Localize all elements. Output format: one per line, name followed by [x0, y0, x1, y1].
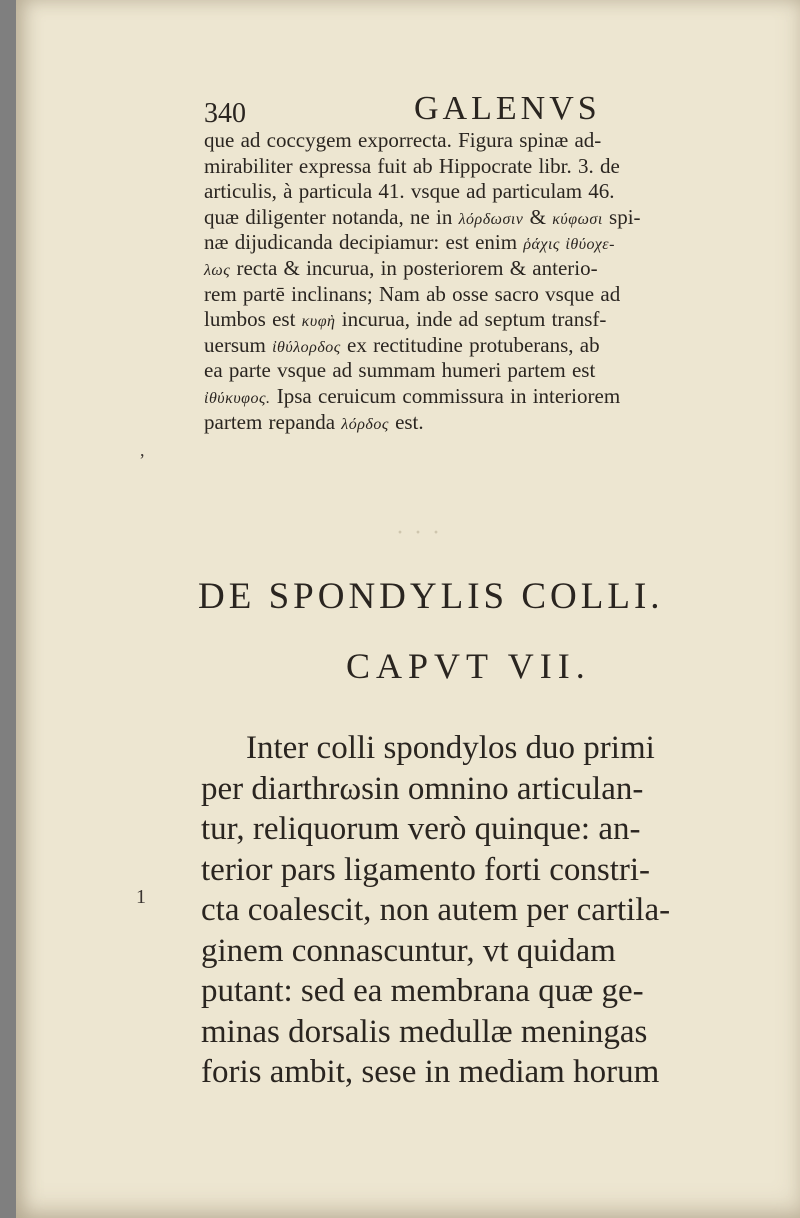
text-segment: quæ diligenter notanda, ne in [204, 204, 459, 229]
chapter-heading: DE SPONDYLIS COLLI. [198, 576, 664, 617]
greek-term: λόρδος [341, 415, 389, 433]
text-segment: mirabiliter expressa fuit ab Hippocrate libr. 3. de [204, 153, 620, 178]
show-through-text: · · · [396, 520, 442, 546]
greek-term: κύφωσι [552, 210, 603, 228]
greek-term: ῥάχις ἰθύοχε- [523, 236, 615, 254]
text-segment: incurua, inde ad septum transf- [335, 307, 607, 332]
text-line: Inter colli spondylos duo primi [246, 730, 655, 766]
text-line: putant: sed ea membrana quæ ge- [201, 973, 644, 1009]
paragraph-neck-vertebrae [186, 728, 786, 1093]
greek-term: ἰθύλορδος [272, 338, 341, 356]
greek-term: ἰθύκυφος. [204, 389, 271, 407]
text-line: terior pars ligamento forti constri- [201, 851, 651, 888]
text-line [204, 205, 786, 231]
text-segment: lumbos est [204, 307, 302, 332]
text-block [186, 90, 786, 435]
text-segment: que ad coccygem exporrecta. Figura spinæ ad- [204, 128, 602, 152]
text-line [204, 410, 786, 436]
greek-term: λως [204, 261, 231, 279]
text-segment: ea parte vsque ad summam humeri partem est [204, 358, 596, 383]
text-line [204, 384, 786, 410]
text-segment: næ dijudicanda decipiamur: est enim [204, 230, 524, 255]
text-line: ginem connascuntur, vt quidam [201, 932, 616, 969]
text-segment: uersum [204, 332, 273, 357]
text-segment: ex rectitudine protuberans, ab [340, 332, 600, 357]
text-line [204, 333, 786, 359]
running-head: GALENVS [414, 90, 601, 127]
text-line: foris ambit, sese in mediam horum [201, 1054, 660, 1090]
paragraph-anatomy-spine [186, 128, 786, 435]
text-line [204, 358, 786, 384]
greek-term: κυφὴ [301, 313, 336, 331]
page-number: 340 [204, 98, 246, 129]
text-line: tur, reliquorum verò quinque: an- [201, 811, 641, 847]
book-page [16, 0, 800, 1218]
page-header [186, 90, 786, 128]
text-line [204, 307, 786, 333]
text-line: cta coalescit, non autem per cartila- [201, 892, 671, 928]
margin-note-mark: 1 [136, 886, 146, 908]
margin-tick-mark: , [140, 440, 145, 460]
text-segment: est. [388, 409, 424, 434]
text-segment: Ipsa ceruicum commissura in interiorem [270, 383, 621, 408]
text-segment: articulis, à particula 41. vsque ad particulam 46. [204, 179, 615, 204]
greek-term: λόρδωσιν [458, 210, 524, 228]
text-segment: partem repanda [204, 409, 342, 434]
text-line [204, 154, 786, 180]
text-line [204, 256, 786, 282]
text-line [204, 179, 786, 205]
text-line [204, 128, 786, 154]
text-line [204, 230, 786, 256]
text-segment: spi- [602, 204, 641, 229]
text-segment: rem partē inclinans; Nam ab osse sacro vsque ad [204, 281, 621, 306]
chapter-number: CAPVT VII. [346, 646, 591, 686]
text-line: per diarthrωsin omnino articulan- [201, 770, 644, 807]
text-segment: recta & incurua, in posteriorem & anterio- [230, 255, 598, 280]
text-line [204, 282, 786, 308]
text-segment: & [523, 204, 553, 229]
text-line: minas dorsalis medullæ meningas [201, 1013, 648, 1050]
